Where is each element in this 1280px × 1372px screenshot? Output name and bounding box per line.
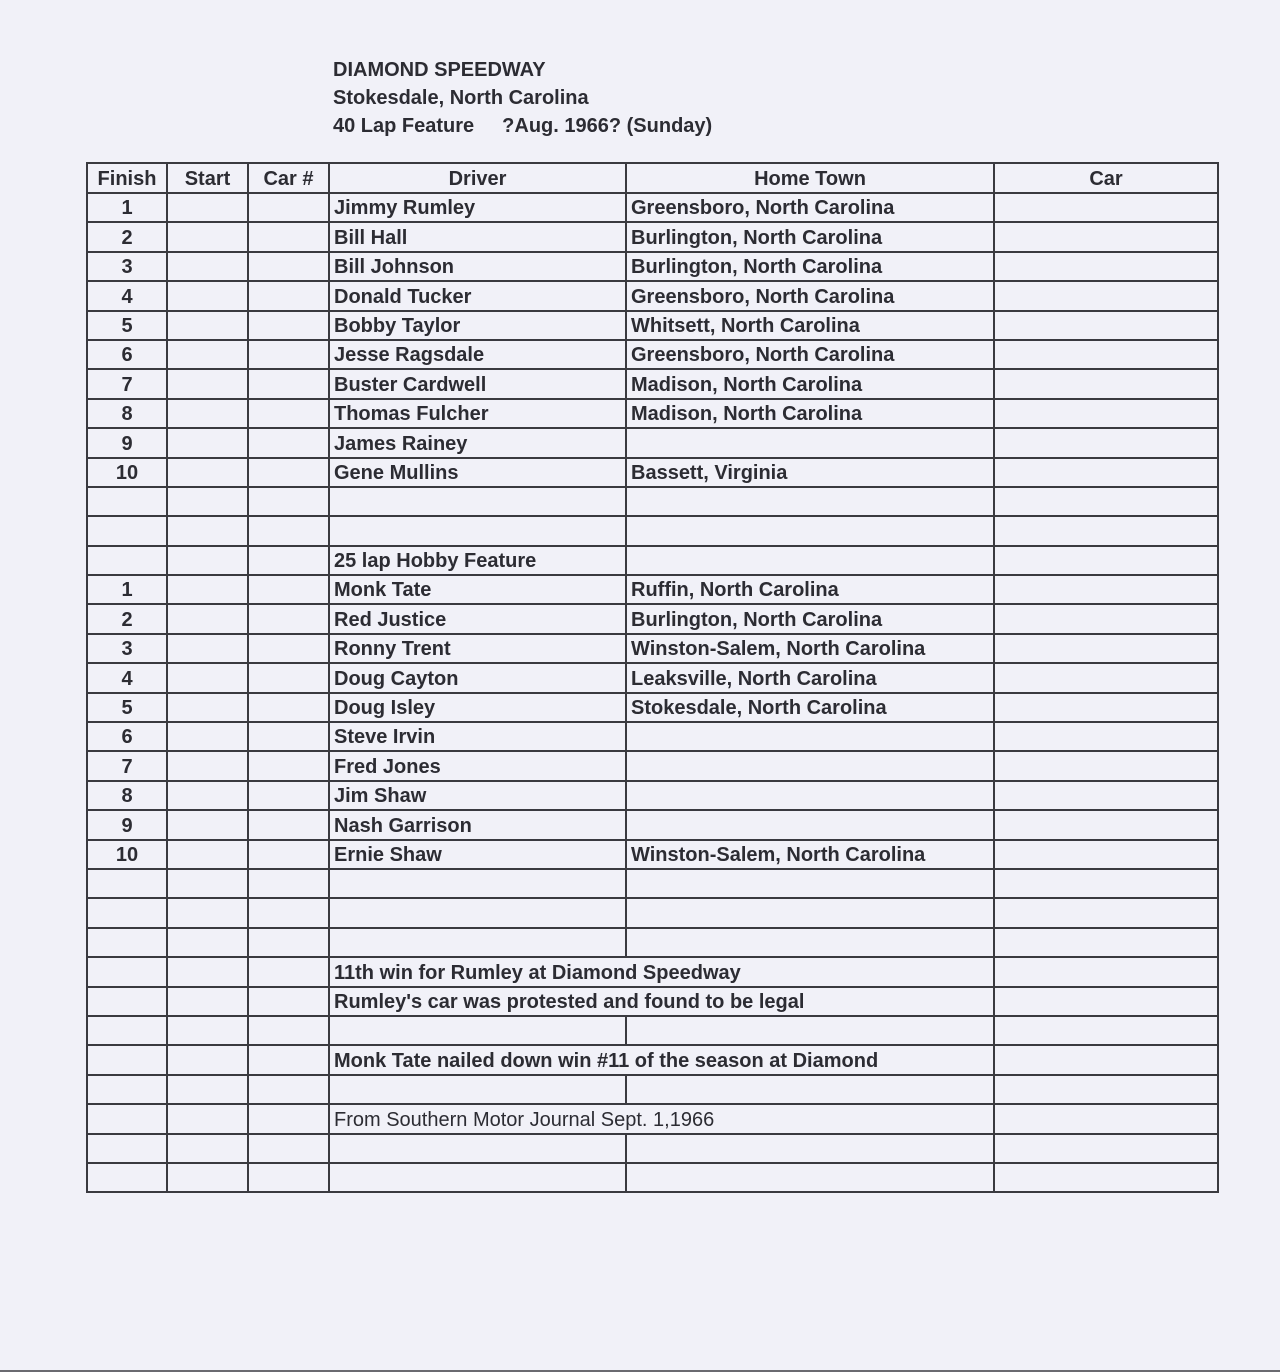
car-cell: [994, 751, 1218, 780]
car-cell: [994, 722, 1218, 751]
driver-cell: [329, 1016, 626, 1045]
car-cell: [994, 487, 1218, 516]
driver-cell: Monk Tate: [329, 575, 626, 604]
start-cell: [167, 634, 248, 663]
driver-cell: Red Justice: [329, 604, 626, 633]
car-cell: [994, 928, 1218, 957]
car-cell: [994, 1134, 1218, 1163]
home-town-cell: Greensboro, North Carolina: [626, 340, 994, 369]
driver-cell: [329, 869, 626, 898]
start-cell: [167, 399, 248, 428]
note-cell: From Southern Motor Journal Sept. 1,1966: [329, 1104, 994, 1133]
finish-cell: 2: [87, 222, 167, 251]
table-row: [87, 193, 1218, 222]
car-cell: [994, 604, 1218, 633]
column-header-car: Car: [994, 163, 1218, 193]
home-town-cell: [626, 928, 994, 957]
car-cell: [994, 957, 1218, 986]
start-cell: [167, 1104, 248, 1133]
car-cell: [994, 781, 1218, 810]
driver-cell: Gene Mullins: [329, 458, 626, 487]
race-line: [333, 112, 712, 140]
finish-cell: [87, 546, 167, 575]
start-cell: [167, 751, 248, 780]
table-row: [87, 369, 1218, 398]
home-town-cell: Madison, North Carolina: [626, 369, 994, 398]
car-cell: [994, 369, 1218, 398]
home-town-cell: Burlington, North Carolina: [626, 604, 994, 633]
car-number-cell: [248, 722, 329, 751]
start-cell: [167, 252, 248, 281]
driver-cell: Buster Cardwell: [329, 369, 626, 398]
car-number-cell: [248, 898, 329, 927]
car-cell: [994, 693, 1218, 722]
car-number-cell: [248, 487, 329, 516]
finish-cell: 4: [87, 663, 167, 692]
home-town-cell: Burlington, North Carolina: [626, 222, 994, 251]
driver-cell: [329, 516, 626, 545]
finish-cell: 10: [87, 458, 167, 487]
car-number-cell: [248, 193, 329, 222]
car-number-cell: [248, 663, 329, 692]
home-town-cell: [626, 781, 994, 810]
driver-cell: Jimmy Rumley: [329, 193, 626, 222]
car-cell: [994, 840, 1218, 869]
car-cell: [994, 1163, 1218, 1192]
driver-cell: Thomas Fulcher: [329, 399, 626, 428]
car-number-cell: [248, 546, 329, 575]
start-cell: [167, 987, 248, 1016]
car-number-cell: [248, 928, 329, 957]
car-number-cell: [248, 840, 329, 869]
start-cell: [167, 810, 248, 839]
car-cell: [994, 252, 1218, 281]
finish-cell: 8: [87, 399, 167, 428]
race-date: ?Aug. 1966? (Sunday): [502, 115, 713, 137]
home-town-cell: [626, 1075, 994, 1104]
car-cell: [994, 1075, 1218, 1104]
finish-cell: [87, 487, 167, 516]
table-row: [87, 928, 1218, 957]
start-cell: [167, 193, 248, 222]
table-row: [87, 1075, 1218, 1104]
car-number-cell: [248, 1045, 329, 1074]
finish-cell: 9: [87, 810, 167, 839]
car-number-cell: [248, 222, 329, 251]
home-town-cell: [626, 1163, 994, 1192]
car-number-cell: [248, 957, 329, 986]
table-row: [87, 810, 1218, 839]
finish-cell: [87, 1163, 167, 1192]
home-town-cell: Madison, North Carolina: [626, 399, 994, 428]
car-cell: [994, 987, 1218, 1016]
home-town-cell: [626, 516, 994, 545]
start-cell: [167, 957, 248, 986]
finish-cell: 5: [87, 311, 167, 340]
car-number-cell: [248, 634, 329, 663]
table-row: [87, 663, 1218, 692]
driver-cell: Ronny Trent: [329, 634, 626, 663]
note-row: [87, 957, 1218, 986]
driver-cell: Donald Tucker: [329, 281, 626, 310]
results-body: [87, 193, 1218, 1192]
car-cell: [994, 1104, 1218, 1133]
car-number-cell: [248, 428, 329, 457]
driver-cell: Doug Cayton: [329, 663, 626, 692]
note-row: [87, 987, 1218, 1016]
column-header-finish: Finish: [87, 163, 167, 193]
start-cell: [167, 487, 248, 516]
home-town-cell: [626, 1016, 994, 1045]
finish-cell: 9: [87, 428, 167, 457]
column-header-driver: Driver: [329, 163, 626, 193]
finish-cell: [87, 1075, 167, 1104]
car-number-cell: [248, 869, 329, 898]
start-cell: [167, 222, 248, 251]
venue-location: Stokesdale, North Carolina: [333, 87, 589, 109]
start-cell: [167, 281, 248, 310]
finish-cell: 7: [87, 369, 167, 398]
driver-cell: [329, 487, 626, 516]
driver-cell: Jesse Ragsdale: [329, 340, 626, 369]
start-cell: [167, 458, 248, 487]
table-row: [87, 751, 1218, 780]
car-number-cell: [248, 1016, 329, 1045]
car-number-cell: [248, 252, 329, 281]
start-cell: [167, 604, 248, 633]
finish-cell: [87, 869, 167, 898]
finish-cell: 7: [87, 751, 167, 780]
start-cell: [167, 1134, 248, 1163]
finish-cell: 1: [87, 575, 167, 604]
driver-cell: [329, 928, 626, 957]
start-cell: [167, 781, 248, 810]
home-town-cell: [626, 869, 994, 898]
car-number-cell: [248, 1163, 329, 1192]
start-cell: [167, 428, 248, 457]
home-town-cell: Winston-Salem, North Carolina: [626, 840, 994, 869]
race-title: 40 Lap Feature: [333, 115, 475, 137]
car-cell: [994, 546, 1218, 575]
car-cell: [994, 222, 1218, 251]
table-row: [87, 399, 1218, 428]
venue-title: DIAMOND SPEEDWAY: [333, 59, 546, 81]
car-cell: [994, 428, 1218, 457]
table-row: [87, 1163, 1218, 1192]
car-number-cell: [248, 516, 329, 545]
home-town-cell: [626, 1134, 994, 1163]
car-cell: [994, 281, 1218, 310]
finish-cell: [87, 928, 167, 957]
car-number-cell: [248, 575, 329, 604]
car-cell: [994, 663, 1218, 692]
table-row: [87, 693, 1218, 722]
finish-cell: 6: [87, 340, 167, 369]
home-town-cell: [626, 722, 994, 751]
finish-cell: 4: [87, 281, 167, 310]
home-town-cell: Stokesdale, North Carolina: [626, 693, 994, 722]
car-number-cell: [248, 781, 329, 810]
driver-cell: Bobby Taylor: [329, 311, 626, 340]
finish-cell: [87, 1104, 167, 1133]
table-row: [87, 340, 1218, 369]
car-number-cell: [248, 340, 329, 369]
driver-cell: Bill Johnson: [329, 252, 626, 281]
car-cell: [994, 458, 1218, 487]
car-number-cell: [248, 1134, 329, 1163]
driver-cell: Nash Garrison: [329, 810, 626, 839]
home-town-cell: Whitsett, North Carolina: [626, 311, 994, 340]
home-town-cell: Ruffin, North Carolina: [626, 575, 994, 604]
finish-cell: [87, 987, 167, 1016]
column-header-start: Start: [167, 163, 248, 193]
note-row: [87, 1045, 1218, 1074]
start-cell: [167, 546, 248, 575]
note-cell: Rumley's car was protested and found to be legal: [329, 987, 994, 1016]
table-row: [87, 311, 1218, 340]
finish-cell: 3: [87, 634, 167, 663]
car-cell: [994, 810, 1218, 839]
header-row: [87, 163, 1218, 193]
start-cell: [167, 663, 248, 692]
home-town-cell: [626, 810, 994, 839]
table-row: [87, 222, 1218, 251]
driver-cell: [329, 1075, 626, 1104]
home-town-cell: Greensboro, North Carolina: [626, 281, 994, 310]
car-cell: [994, 340, 1218, 369]
car-cell: [994, 575, 1218, 604]
finish-cell: [87, 1134, 167, 1163]
driver-cell: [329, 1134, 626, 1163]
start-cell: [167, 1163, 248, 1192]
start-cell: [167, 340, 248, 369]
finish-cell: 1: [87, 193, 167, 222]
start-cell: [167, 1075, 248, 1104]
car-number-cell: [248, 311, 329, 340]
home-town-cell: Greensboro, North Carolina: [626, 193, 994, 222]
table-row: [87, 1016, 1218, 1045]
finish-cell: [87, 516, 167, 545]
finish-cell: 6: [87, 722, 167, 751]
start-cell: [167, 369, 248, 398]
home-town-cell: [626, 751, 994, 780]
driver-cell: Bill Hall: [329, 222, 626, 251]
note-cell: 11th win for Rumley at Diamond Speedway: [329, 957, 994, 986]
driver-cell: Jim Shaw: [329, 781, 626, 810]
column-header-home-town: Home Town: [626, 163, 994, 193]
finish-cell: 3: [87, 252, 167, 281]
car-cell: [994, 516, 1218, 545]
table-row: [87, 869, 1218, 898]
car-cell: [994, 898, 1218, 927]
finish-cell: 10: [87, 840, 167, 869]
car-number-cell: [248, 693, 329, 722]
car-cell: [994, 1045, 1218, 1074]
start-cell: [167, 575, 248, 604]
car-number-cell: [248, 751, 329, 780]
car-number-cell: [248, 810, 329, 839]
driver-cell: Ernie Shaw: [329, 840, 626, 869]
table-row: [87, 546, 1218, 575]
driver-cell: Fred Jones: [329, 751, 626, 780]
start-cell: [167, 1016, 248, 1045]
car-number-cell: [248, 987, 329, 1016]
car-cell: [994, 399, 1218, 428]
results-table: [86, 162, 1219, 1193]
car-number-cell: [248, 369, 329, 398]
table-row: [87, 781, 1218, 810]
car-cell: [994, 1016, 1218, 1045]
car-cell: [994, 311, 1218, 340]
note-row: [87, 1104, 1218, 1133]
start-cell: [167, 722, 248, 751]
home-town-cell: [626, 898, 994, 927]
car-cell: [994, 634, 1218, 663]
table-row: [87, 634, 1218, 663]
column-header-car-number: Car #: [248, 163, 329, 193]
finish-cell: [87, 1016, 167, 1045]
car-number-cell: [248, 1075, 329, 1104]
start-cell: [167, 693, 248, 722]
finish-cell: [87, 1045, 167, 1074]
start-cell: [167, 928, 248, 957]
table-row: [87, 722, 1218, 751]
table-row: [87, 516, 1218, 545]
table-row: [87, 458, 1218, 487]
car-cell: [994, 193, 1218, 222]
driver-cell: 25 lap Hobby Feature: [329, 546, 626, 575]
table-row: [87, 840, 1218, 869]
table-row: [87, 252, 1218, 281]
home-town-cell: Winston-Salem, North Carolina: [626, 634, 994, 663]
car-number-cell: [248, 399, 329, 428]
finish-cell: 2: [87, 604, 167, 633]
car-number-cell: [248, 281, 329, 310]
start-cell: [167, 840, 248, 869]
table-row: [87, 898, 1218, 927]
start-cell: [167, 1045, 248, 1074]
table-row: [87, 487, 1218, 516]
start-cell: [167, 898, 248, 927]
driver-cell: [329, 898, 626, 927]
table-row: [87, 281, 1218, 310]
driver-cell: Steve Irvin: [329, 722, 626, 751]
home-town-cell: [626, 546, 994, 575]
document-heading: [333, 56, 712, 140]
home-town-cell: Burlington, North Carolina: [626, 252, 994, 281]
table-row: [87, 575, 1218, 604]
car-number-cell: [248, 604, 329, 633]
finish-cell: [87, 957, 167, 986]
home-town-cell: [626, 487, 994, 516]
driver-cell: James Rainey: [329, 428, 626, 457]
table-row: [87, 604, 1218, 633]
car-number-cell: [248, 458, 329, 487]
table-row: [87, 1134, 1218, 1163]
finish-cell: [87, 898, 167, 927]
home-town-cell: [626, 428, 994, 457]
finish-cell: 8: [87, 781, 167, 810]
start-cell: [167, 869, 248, 898]
note-cell: Monk Tate nailed down win #11 of the season at Diamond: [329, 1045, 994, 1074]
home-town-cell: Leaksville, North Carolina: [626, 663, 994, 692]
car-cell: [994, 869, 1218, 898]
start-cell: [167, 311, 248, 340]
driver-cell: [329, 1163, 626, 1192]
car-number-cell: [248, 1104, 329, 1133]
driver-cell: Doug Isley: [329, 693, 626, 722]
start-cell: [167, 516, 248, 545]
home-town-cell: Bassett, Virginia: [626, 458, 994, 487]
table-row: [87, 428, 1218, 457]
finish-cell: 5: [87, 693, 167, 722]
